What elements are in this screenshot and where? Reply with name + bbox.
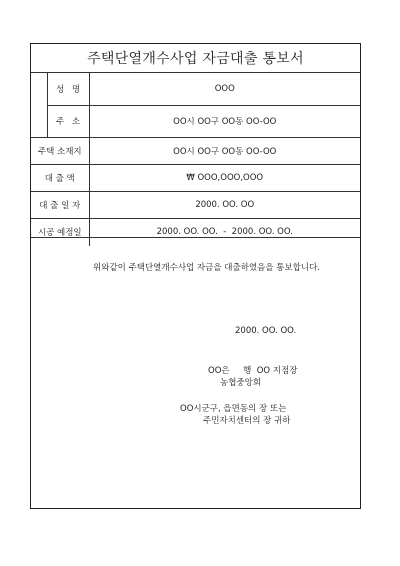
address-label: 주 소 (47, 106, 89, 137)
table-row-loan-amount (31, 164, 360, 191)
recipient-line-1: OO시군구, 읍면동의 장 또는 (180, 404, 287, 414)
notice-statement: 위와같이 주택단열개수사업 자금을 대출하였음을 통보합니다. (93, 263, 320, 273)
address-value: OO시 OO구 OO동 OO-OO (89, 106, 360, 137)
notice-date: 2000. OO. OO. (235, 326, 297, 336)
info-table (31, 73, 360, 246)
debtor-group-cell (31, 73, 47, 137)
construction-period-label: 시공 예정일 (31, 218, 89, 246)
loan-date-label: 대 출 일 자 (31, 191, 89, 218)
loan-date-value: 2000. OO. OO (89, 191, 360, 218)
loan-amount-value: ₩ OOO,OOO,OOO (89, 164, 360, 191)
notice-area (31, 237, 360, 508)
table-row-loan-date (31, 191, 360, 218)
issuer-line-2: 농협중앙회 (220, 378, 262, 388)
table-row-property (31, 137, 360, 164)
form-title: 주택단열개수사업 자금대출 통보서 (87, 51, 304, 67)
property-location-label: 주택 소재지 (31, 137, 89, 164)
name-label: 성 명 (47, 73, 89, 106)
property-location-value: OO시 OO구 OO동 OO-OO (89, 137, 360, 164)
recipient-line-2: 주민자치센터의 장 귀하 (203, 416, 291, 426)
construction-period-value: 2000. OO. OO. - 2000. OO. OO. (89, 218, 360, 246)
table-row-address (31, 106, 360, 137)
table-row-name (31, 73, 360, 106)
loan-amount-label: 대 출 액 (31, 164, 89, 191)
form-frame (30, 43, 361, 509)
name-value: OOO (89, 73, 360, 106)
title-row (31, 44, 360, 73)
issuer-line-1: OO은 행 OO 지점장 (208, 366, 298, 376)
